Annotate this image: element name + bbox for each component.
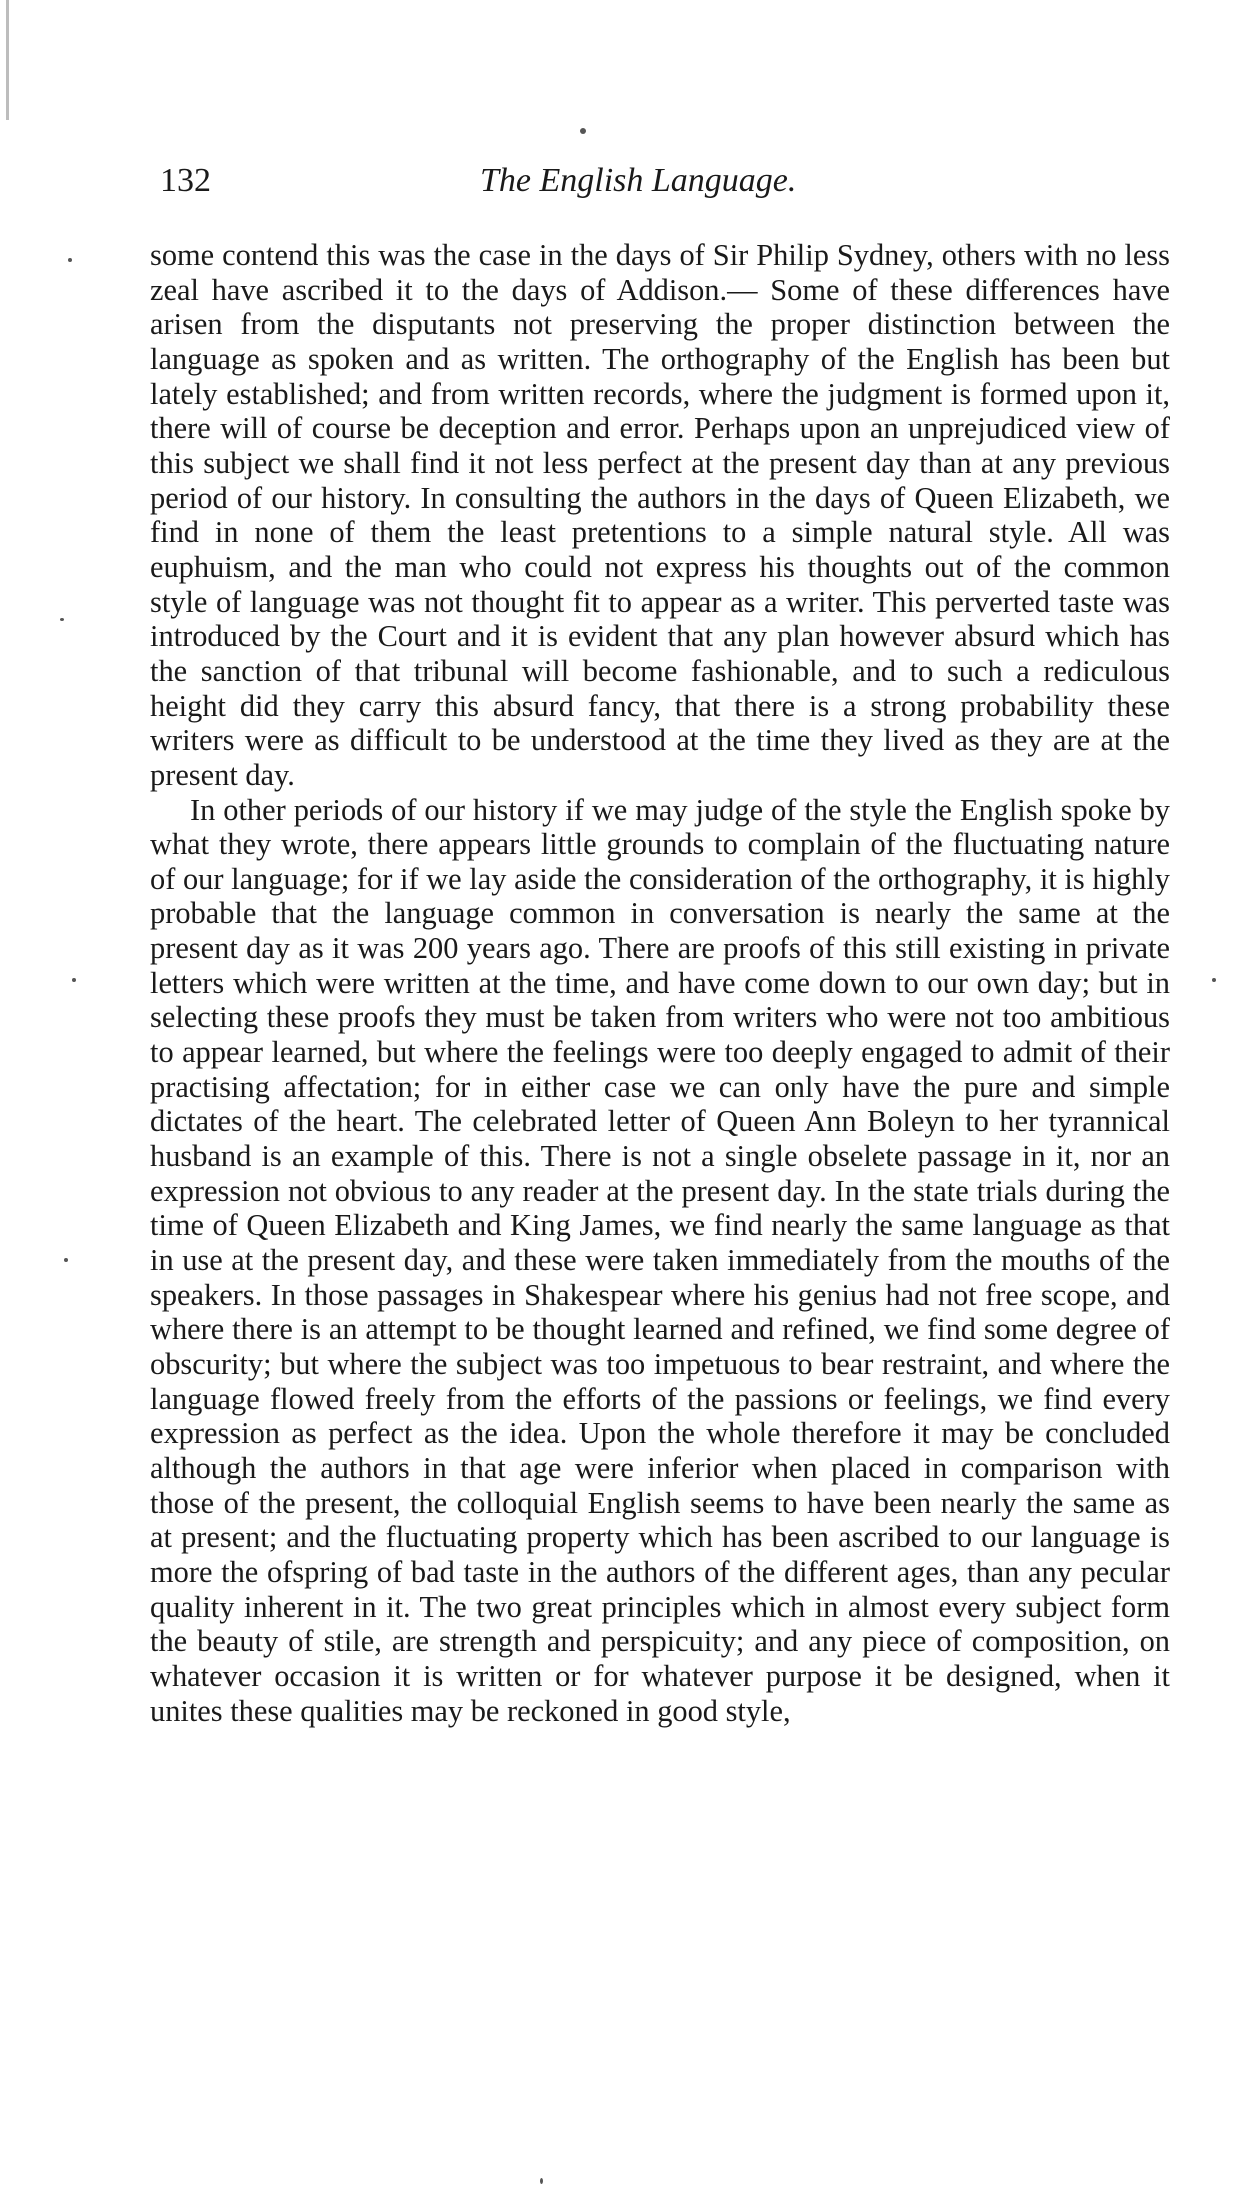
print-speck	[72, 978, 76, 982]
print-speck	[1212, 978, 1216, 982]
running-title: The English Language.	[480, 162, 797, 199]
print-speck	[64, 1258, 68, 1262]
print-speck	[60, 618, 64, 621]
page-edge-rule	[6, 0, 9, 120]
print-speck	[540, 2178, 543, 2184]
body-text	[150, 238, 1170, 1728]
page-number: 132	[160, 162, 211, 199]
print-speck	[68, 258, 72, 262]
page-header	[160, 162, 1180, 212]
paragraph-style-history: In other periods of our history if we may judge of the style the English spoke by what they wrote, there appears little grounds to complain of the fluctuating nature of our language; for if we lay aside the consideration of the orthography, it is highly probable that the language common in conversation is nearly the same at the present day as it was 200 years ago. There are proofs of this still existing in private letters which were written at the time, and have come down to our own day; but in selecting these proofs they must be taken from writers who were not too ambitious to appear learned, but where the feelings were too deeply engaged to admit of their practising affectation; for in either case we can only have the pure and simple dictates of the heart. The celebrated letter of Queen Ann Boleyn to her tyrannical husband is an example of this. There is not a single obselete passage in it, nor an expression not obvious to any reader at the present day. In the state trials during the time of Queen Elizabeth and King James, we find nearly the same language as that in use at the present day, and these were taken immediately from the mouths of the speakers. In those passages in Shakespear where his genius had not free scope, and where there is an attempt to be thought learned and refined, we find some degree of obscurity; but where the subject was too impetuous to bear restraint, and where the language flowed freely from the efforts of the passions or feelings, we find every expression as perfect as the idea. Upon the whole therefore it may be concluded although the authors in that age were inferior when placed in comparison with those of the present, the colloquial English seems to have been nearly the same as at present; and the fluctuating property which has been ascribed to our language is more the ofspring of bad taste in the authors of the different ages, than any pecular quality inherent in it. The two great principles which in almost every subject form the beauty of stile, are strength and perspicuity; and any piece of composition, on whatever occasion it is written or for whatever purpose it be designed, when it unites these qualities may be reckoned in good style,	[150, 792, 1170, 1728]
paragraph-continuation: some contend this was the case in the days of Sir Philip Sydney, others with no less zeal have ascribed it to the days of Addison.— Some of these differences have arisen from the disputants not preserving the proper distinction between the language as spoken and as written. The orthography of the English has been but lately established; and from written records, where the judgment is formed upon it, there will of course be deception and error. Perhaps upon an unprejudiced view of this subject we shall find it not less perfect at the present day than at any previous period of our history. In consulting the authors in the days of Queen Elizabeth, we find in none of them the least pretentions to a simple natural style. All was euphuism, and the man who could not express his thoughts out of the common style of language was not thought fit to appear as a writer. This perverted taste was introduced by the Court and it is evident that any plan however absurd which has the sanction of that tribunal will become fashionable, and to such a rediculous height did they carry this absurd fancy, that there is a strong probability these writers were as difficult to be understood at the time they lived as they are at the present day.	[150, 238, 1170, 792]
print-speck	[580, 128, 586, 134]
